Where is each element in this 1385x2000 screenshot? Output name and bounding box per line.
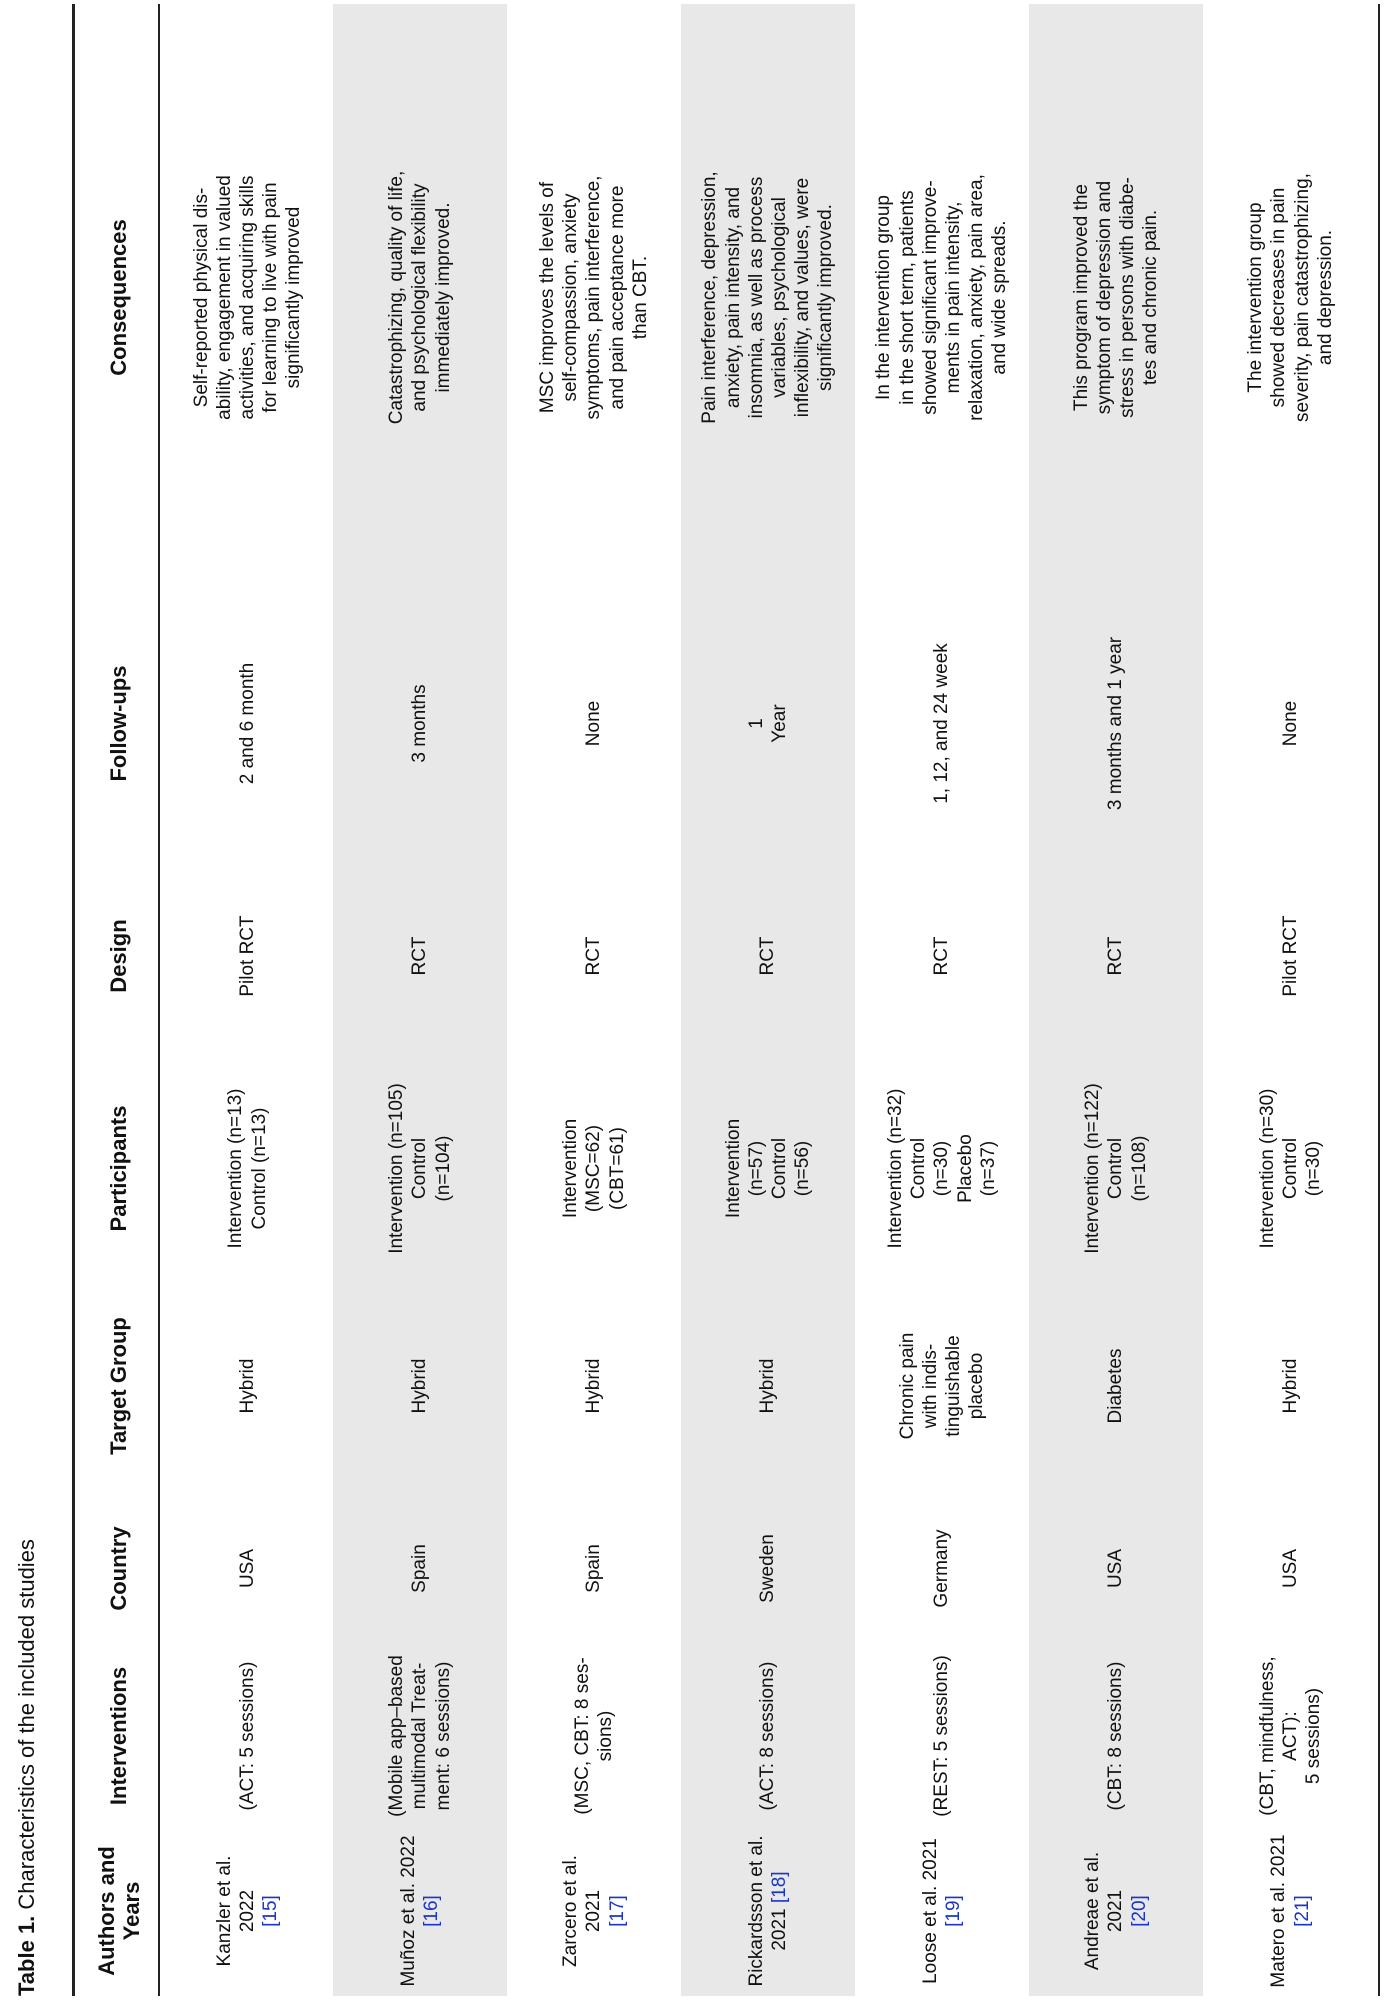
cell-followups: 3 months	[409, 684, 431, 763]
cell-target-group: Hybrid	[583, 1358, 605, 1414]
cell-participants: Intervention (n=105) Control (n=104)	[386, 1083, 454, 1254]
cell-author	[507, 1826, 681, 1996]
header-participants: Participants	[106, 1105, 132, 1232]
cell-author	[162, 1826, 333, 1996]
author-text	[1081, 1832, 1151, 1990]
cell-intervention: (CBT, mindfulness, ACT): 5 sessions)	[1256, 1656, 1325, 1816]
citation-link[interactable]: [20]	[1128, 1895, 1150, 1927]
cell-intervention: (REST: 5 sessions)	[931, 1655, 953, 1817]
cell-target-group: Diabetes	[1105, 1348, 1127, 1424]
cell-consequences: Catastrophizing, quality of life, and psychological flexibility immediately improved.	[386, 170, 454, 425]
author-text	[1267, 1834, 1313, 1987]
author-name: Kanzler et al. 2022	[213, 1855, 258, 1967]
cell-design: RCT	[583, 936, 605, 976]
cell-consequences: MSC improves the levels of self-compassion, anxiety symptoms, pain interference, and pain acceptance more than CBT.	[537, 175, 651, 420]
cell-target-group: Hybrid	[1279, 1358, 1301, 1414]
caption-text: Characteristics of the included studies	[14, 1539, 39, 1916]
top-rule	[72, 4, 75, 1996]
cell-country: Spain	[409, 1544, 431, 1593]
author-name: Muñoz et al. 2022	[397, 1835, 419, 1987]
citation-link[interactable]: [15]	[260, 1895, 282, 1927]
cell-author	[681, 1826, 855, 1996]
cell-country: USA	[1279, 1548, 1301, 1589]
header-authors: Authors and Years	[93, 1846, 144, 1976]
table-caption	[14, 1539, 40, 1996]
author-name: Zarcero et al. 2021	[560, 1855, 605, 1967]
header-country: Country	[106, 1526, 132, 1611]
table-header	[84, 4, 154, 1996]
cell-participants: Intervention (n=32) Control (n=30) Placebo (n=37)	[885, 1088, 999, 1249]
cell-consequences: The intervention group showed decreases in pain severity, pain catastrophizing, and depression.	[1245, 173, 1336, 422]
cell-participants: Intervention (n=122) Control (n=108)	[1082, 1083, 1150, 1254]
cell-design: Pilot RCT	[1279, 915, 1301, 997]
citation-link[interactable]: [21]	[1291, 1895, 1313, 1927]
table-row	[162, 4, 333, 1996]
author-text	[745, 1836, 791, 1987]
citation-link[interactable]: [19]	[943, 1895, 964, 1927]
cell-author	[855, 1826, 1029, 1996]
cell-design: RCT	[931, 936, 953, 976]
cell-consequences: Self-reported physical dis- ability, engagement in valued activities, and acquiring skills for learning to live with pain significantly improved	[190, 175, 305, 420]
cell-country: Germany	[931, 1529, 953, 1608]
citation-link[interactable]: [16]	[421, 1895, 442, 1927]
table-row	[681, 4, 855, 1996]
table-row	[507, 4, 681, 1996]
author-text	[213, 1832, 283, 1990]
cell-followups: 3 months and 1 year	[1105, 636, 1127, 811]
cell-followups: None	[1279, 700, 1301, 747]
cell-intervention: (CBT: 8 sessions)	[1105, 1661, 1127, 1811]
cell-target-group: Hybrid	[757, 1358, 779, 1414]
table-row	[855, 4, 1029, 1996]
header-design: Design	[106, 919, 132, 993]
citation-link[interactable]: [18]	[769, 1871, 790, 1904]
caption-label: Table 1.	[14, 1915, 39, 1996]
cell-consequences: Pain interference, depression, anxiety, pain intensity, and insomnia, as well as process variables, psychological inflexibility, and values, were significantly improved.	[699, 171, 837, 424]
cell-target-group: Hybrid	[409, 1358, 431, 1414]
cell-author	[1203, 1826, 1378, 1996]
author-name: Rickardsson et al. 2021	[745, 1835, 790, 1987]
cell-followups: 1 Year	[745, 704, 790, 743]
author-text	[397, 1835, 443, 1986]
cell-author	[333, 1826, 507, 1996]
cell-author	[1029, 1826, 1203, 1996]
cell-design: Pilot RCT	[236, 915, 258, 997]
cell-participants: Intervention (MSC=62) (CBT=61)	[560, 1118, 628, 1219]
cell-followups: 2 and 6 month	[236, 662, 258, 785]
cell-followups: None	[583, 700, 605, 747]
cell-country: Sweden	[757, 1534, 779, 1603]
cell-design: RCT	[757, 936, 779, 976]
cell-country: USA	[236, 1548, 258, 1589]
cell-followups: 1, 12, and 24 week	[931, 643, 953, 804]
bottom-rule	[1378, 4, 1380, 1996]
cell-intervention: (Mobile app–based multimodal Treat- ment: 6 sessions)	[386, 1655, 454, 1817]
cell-country: Spain	[583, 1544, 605, 1593]
cell-target-group: Hybrid	[236, 1358, 258, 1414]
cell-participants: Intervention (n=57) Control (n=56)	[722, 1118, 814, 1219]
cell-country: USA	[1105, 1548, 1127, 1589]
author-name: Matero et al. 2021	[1268, 1834, 1290, 1988]
author-text	[919, 1832, 965, 1990]
cell-intervention: (ACT: 5 sessions)	[236, 1661, 258, 1811]
header-target-group: Target Group	[106, 1317, 132, 1455]
cell-participants: Intervention (n=13) Control (n=13)	[225, 1088, 270, 1249]
header-followups: Follow-ups	[106, 665, 132, 782]
cell-intervention: (ACT: 8 sessions)	[757, 1661, 779, 1811]
cell-participants: Intervention (n=30) Control (n=30)	[1256, 1088, 1325, 1249]
table-row	[1029, 4, 1203, 1996]
header-rule	[158, 4, 160, 1996]
cell-intervention: (MSC, CBT: 8 ses- sions)	[571, 1657, 616, 1815]
citation-link[interactable]: [17]	[606, 1895, 628, 1927]
cell-consequences: This program improved the symptom of depression and stress in persons with diabe- tes and chronic pain.	[1070, 177, 1162, 418]
author-name: Andreae et al. 2021	[1082, 1851, 1127, 1971]
author-text	[559, 1832, 629, 1990]
header-interventions: Interventions	[106, 1666, 132, 1806]
cell-design: RCT	[1105, 936, 1127, 976]
table-row	[1203, 4, 1378, 1996]
table-row	[333, 4, 507, 1996]
cell-target-group: Chronic pain with indis- tinguishable placebo	[896, 1332, 988, 1440]
cell-consequences: In the intervention group in the short term, patients showed significant improve- ments in pain intensity, relaxation, anxiety, pain area, and wide spreads.	[873, 174, 1011, 421]
author-name: Loose et al. 2021	[919, 1838, 941, 1984]
cell-design: RCT	[409, 936, 431, 976]
header-consequences: Consequences	[106, 219, 132, 376]
